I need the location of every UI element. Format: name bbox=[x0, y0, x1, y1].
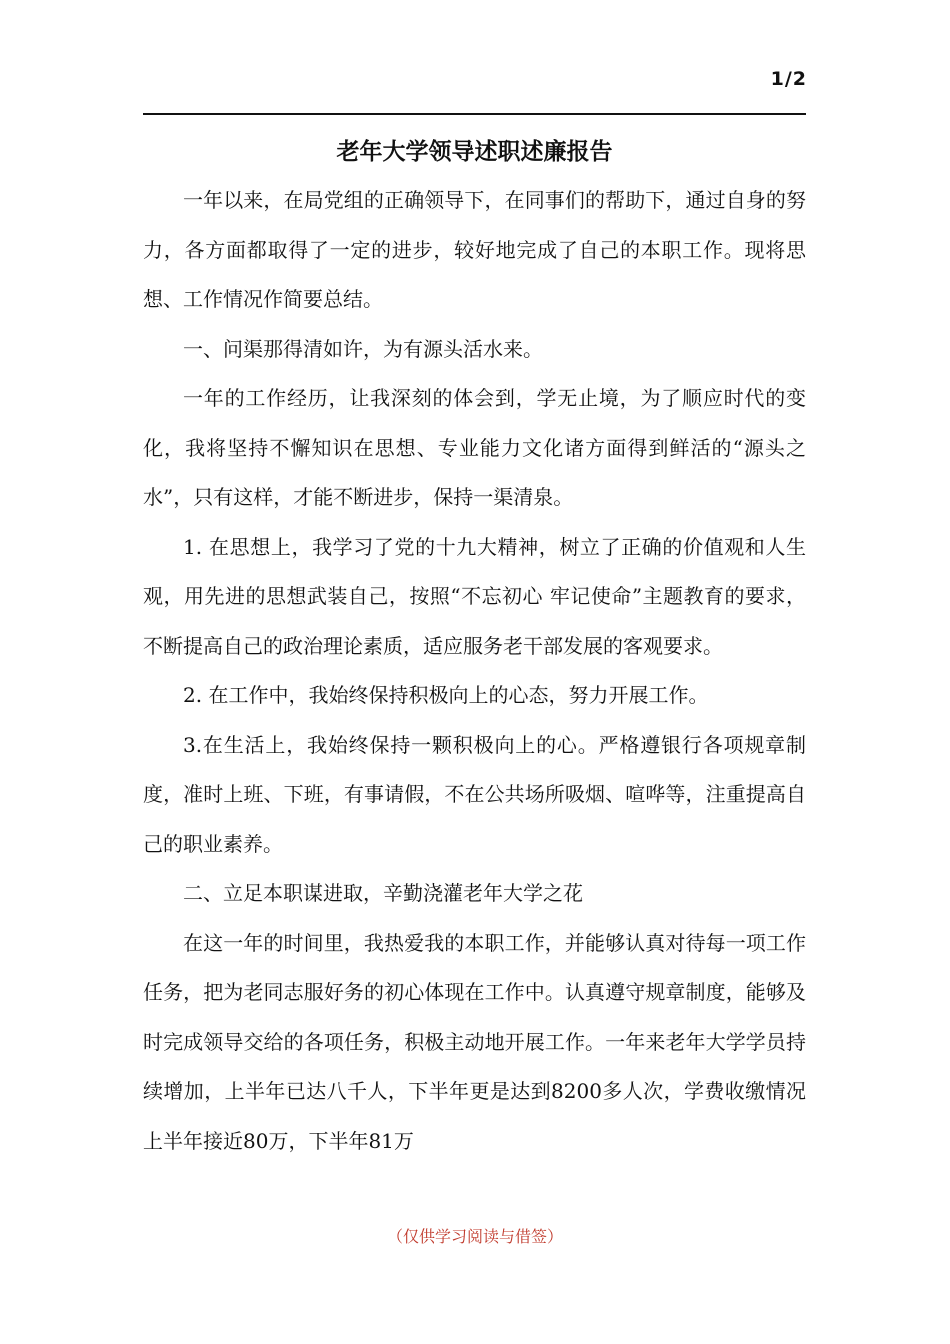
paragraph-section-2-body: 在这一年的时间里，我热爱我的本职工作，并能够认真对待每一项工作任务，把为老同志服好务的初心体现在工作中。认真遵守规章制度，能够及时完成领导交给的各项任务，积极主动地开展工作。一年来老年大学学员持续增加，上半年已达八千人，下半年更是达到8200多人次，学费收缴情况上半年接近80万，下半年81万 bbox=[143, 930, 806, 1153]
document-body bbox=[143, 176, 806, 1166]
paragraph-section-1-intro: 一年的工作经历，让我深刻的体会到，学无止境，为了顺应时代的变化，我将坚持不懈知识在思想、专业能力文化诸方面得到鲜活的“源头之水”，只有这样，才能不断进步，保持一渠清泉。 bbox=[143, 386, 806, 509]
paragraph-item-1: 1. 在思想上，我学习了党的十九大精神，树立了正确的价值观和人生观，用先进的思想武装自己，按照“不忘初心 牢记使命”主题教育的要求，不断提高自己的政治理论素质，适应服务老干部发展的客观要求。 bbox=[143, 534, 806, 658]
paragraph-item-3: 3.在生活上，我始终保持一颗积极向上的心。严格遵银行各项规章制度，准时上班、下班，有事请假，不在公共场所吸烟、喧哗等，注重提高自己的职业素养。 bbox=[143, 732, 806, 856]
page-number: 1/2 bbox=[770, 68, 807, 90]
section-heading-2: 二、立足本职谋进取，辛勤浇灌老年大学之花 bbox=[183, 881, 583, 905]
paragraph-item-2: 2. 在工作中，我始终保持积极向上的心态，努力开展工作。 bbox=[183, 683, 709, 707]
footer-note: （仅供学习阅读与借签） bbox=[386, 1227, 563, 1246]
section-heading-1: 一、问渠那得清如许，为有源头活水来。 bbox=[183, 336, 543, 361]
document-title: 老年大学领导述职述廉报告 bbox=[336, 138, 613, 165]
header-divider bbox=[143, 113, 806, 115]
paragraph-intro: 一年以来，在局党组的正确领导下，在同事们的帮助下，通过自身的努力，各方面都取得了一定的进步，较好地完成了自己的本职工作。现将思想、工作情况作简要总结。 bbox=[143, 188, 806, 311]
